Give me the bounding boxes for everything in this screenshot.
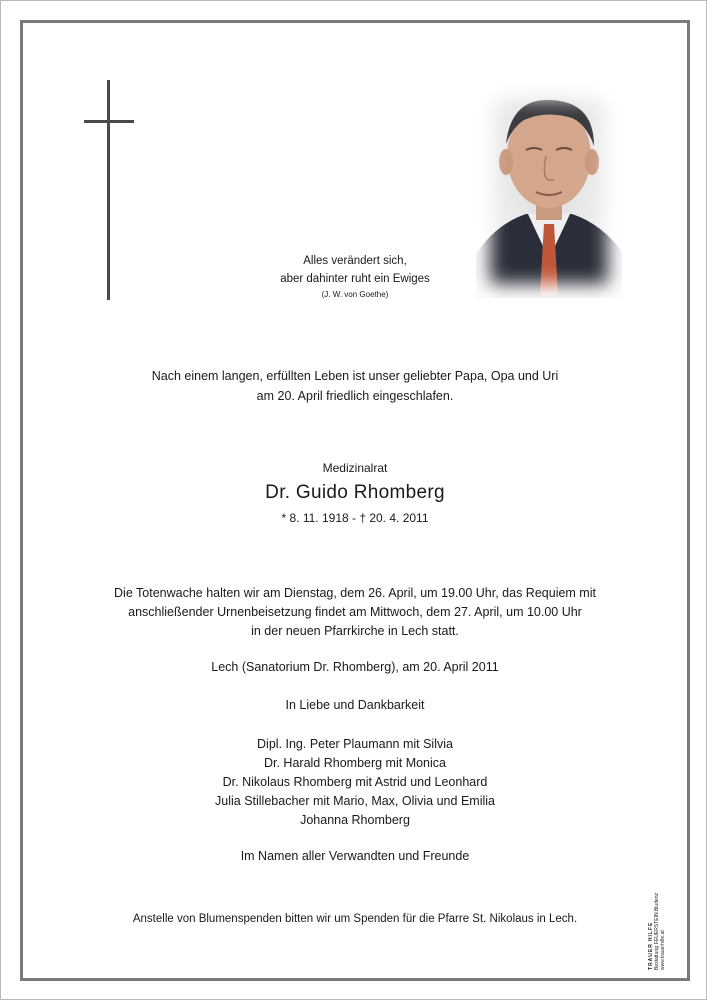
funeral-announcement [23,584,687,641]
relatives-note [23,849,687,863]
family-member: Dr. Harald Rhomberg mit Monica [263,756,446,770]
family-member: Julia Stillebacher mit Mario, Max, Olivia und Emilia [215,794,495,808]
place-date-text: Lech (Sanatorium Dr. Rhomberg), am 20. April 2011 [211,660,499,674]
family-member: Johanna Rhomberg [300,813,410,827]
logo-word-1: TRAUER [648,943,654,970]
quote-source: (J. W. von Goethe) [321,290,389,299]
deceased-title [23,461,687,475]
intro-line-1: Nach einem langen, erfüllten Leben ist unser geliebter Papa, Opa und Uri [151,369,559,383]
donation-note [23,913,687,925]
logo-website: www.trauerhilfe.at [660,930,666,970]
deceased-name [23,482,687,504]
announcement-line-3: in der neuen Pfarrkirche in Lech statt. [251,624,459,638]
quote-line-2: aber dahinter ruht ein Ewiges [280,273,430,285]
greeting [23,698,687,712]
dates-text: * 8. 11. 1918 - † 20. 4. 2011 [281,511,429,525]
name-text: Dr. Guido Rhomberg [265,482,445,503]
title-text: Medizinalrat [322,461,388,475]
greeting-text: In Liebe und Dankbarkeit [285,698,425,712]
funeral-home-logo [648,858,682,970]
relatives-text: Im Namen aller Verwandten und Freunde [240,849,470,863]
announcement-line-2: anschließender Urnenbeisetzung findet am Mittwoch, dem 27. April, um 10.00 Uhr [128,605,582,619]
announcement-line-1: Die Totenwache halten wir am Dienstag, dem 26. April, um 19.00 Uhr, das Requiem mit [114,586,596,600]
logo-word-2: HILFE [648,921,654,942]
family-list [23,735,687,830]
logo-line-2: FEUERSTEIN Bludenz [654,892,660,945]
logo-line-1: Bestattung [654,946,660,970]
intro-text [23,366,687,406]
donation-text: Anstelle von Blumenspenden bitten wir um Spenden für die Pfarre St. Nikolaus in Lech. [132,913,578,925]
intro-line-2: am 20. April friedlich eingeschlafen. [256,389,454,403]
life-dates [23,511,687,525]
place-date [23,660,687,674]
quote-line-1: Alles verändert sich, [303,255,407,267]
family-member: Dipl. Ing. Peter Plaumann mit Silvia [257,737,453,751]
family-member: Dr. Nikolaus Rhomberg mit Astrid und Leonhard [222,775,488,789]
goethe-quote [23,252,687,302]
